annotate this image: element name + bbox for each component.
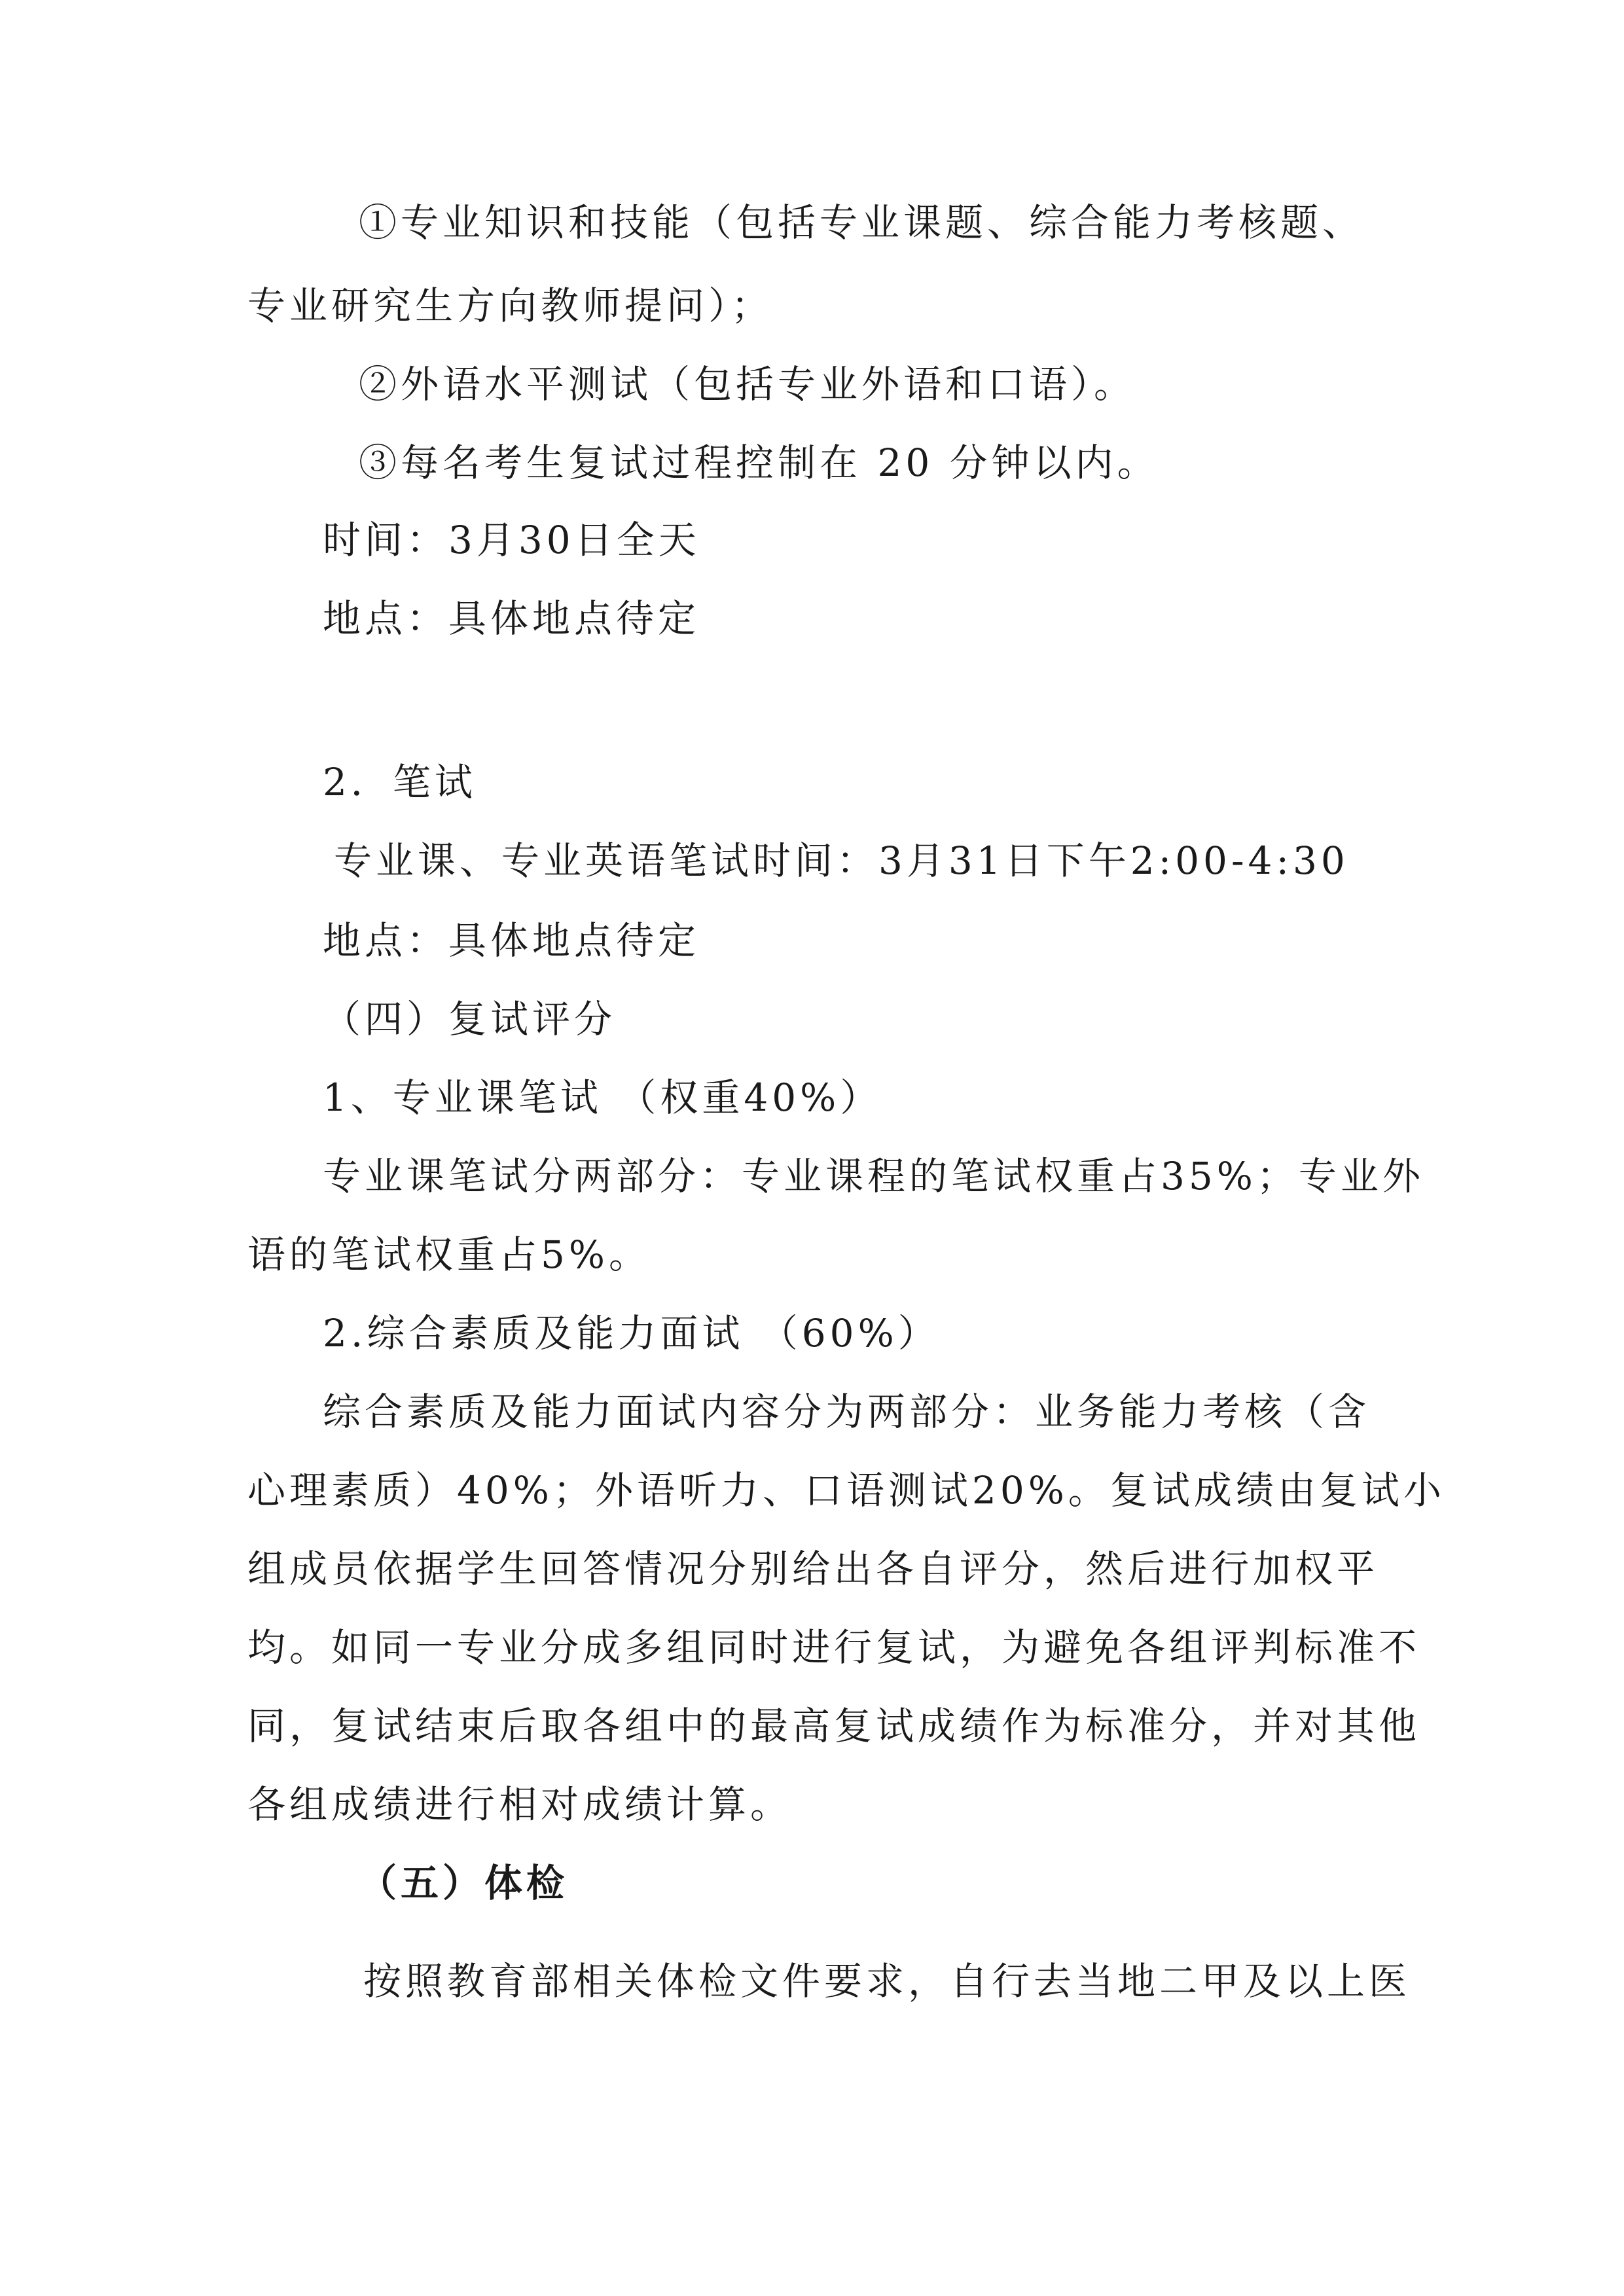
physical-exam-text-line-1: 按照教育部相关体检文件要求，自行去当地二甲及以上医 [363, 1959, 1411, 2003]
scoring-item-2-text-line-2: 心理素质）40%；外语听力、口语测试20%。复试成绩由复试小 [247, 1468, 1445, 1513]
scoring-item-2-text-line-1: 综合素质及能力面试内容分为两部分：业务能力考核（含 [323, 1390, 1371, 1434]
item-2: ②外语水平测试（包括专业外语和口语）。 [359, 362, 1136, 406]
scoring-item-2-heading: 2.综合素质及能力面试 （60%） [323, 1311, 940, 1355]
item-1-line-1: ①专业知识和技能（包括专业课题、综合能力考核题、 [359, 200, 1365, 245]
item-1-line-2: 专业研究生方向教师提问）； [247, 283, 774, 328]
interview-location: 地点：具体地点待定 [323, 596, 700, 641]
scoring-item-2-text-line-5: 同，复试结束后取各组中的最高复试成绩作为标准分，并对其他 [247, 1704, 1421, 1748]
written-exam-time: 专业课、专业英语笔试时间：3月31日下午2:00-4:30 [334, 838, 1349, 883]
written-exam-location: 地点：具体地点待定 [323, 918, 700, 963]
section-physical-exam-heading: （五）体检 [359, 1861, 569, 1905]
scoring-item-2-text-line-6: 各组成绩进行相对成绩计算。 [247, 1782, 793, 1827]
section-scoring-heading: （四）复试评分 [323, 997, 617, 1041]
interview-time: 时间：3月30日全天 [323, 518, 700, 562]
scoring-item-1-heading: 1、专业课笔试 （权重40%） [323, 1075, 882, 1120]
item-3: ③每名考生复试过程控制在 20 分钟以内。 [359, 440, 1159, 485]
section-written-exam-heading: 2．笔试 [323, 760, 477, 804]
scoring-item-2-text-line-3: 组成员依据学生回答情况分别给出各自评分，然后进行加权平 [247, 1547, 1379, 1591]
scoring-item-1-text-line-1: 专业课笔试分两部分：专业课程的笔试权重占35%；专业外 [323, 1154, 1424, 1198]
scoring-item-2-text-line-4: 均。如同一专业分成多组同时进行复试，为避免各组评判标准不 [247, 1625, 1421, 1670]
scoring-item-1-text-line-2: 语的笔试权重占5%。 [247, 1232, 651, 1277]
